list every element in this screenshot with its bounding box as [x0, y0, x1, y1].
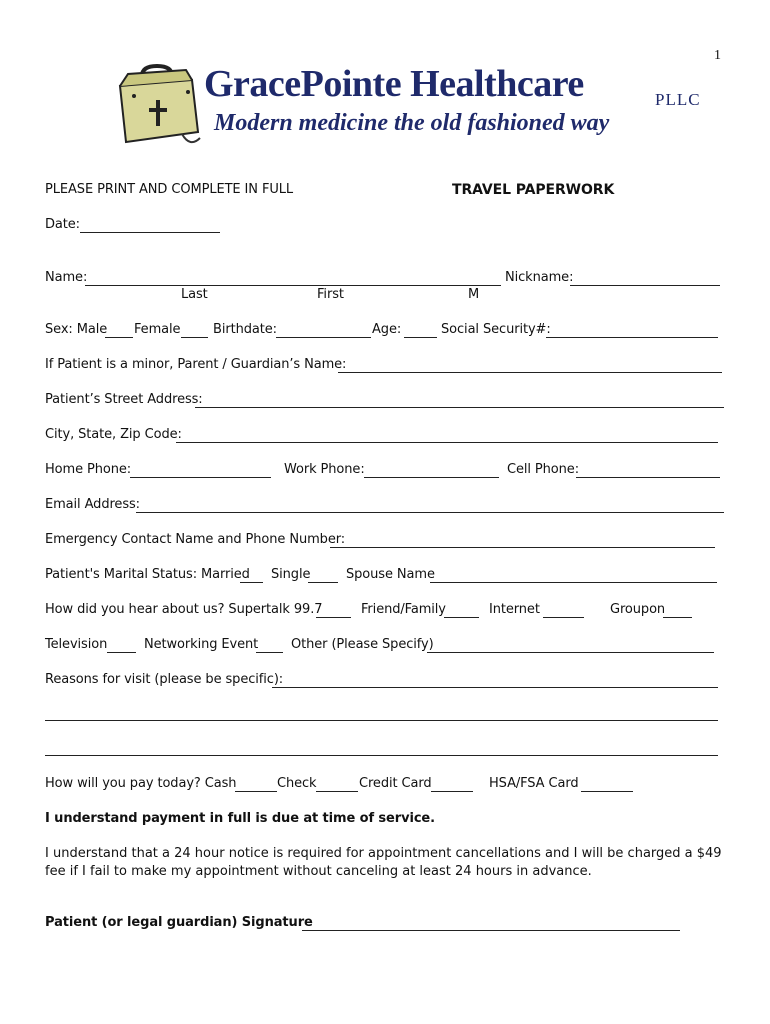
work-phone-field[interactable]	[364, 477, 499, 478]
female-label: Female	[134, 322, 181, 337]
supertalk-field[interactable]	[316, 617, 351, 618]
signature-field[interactable]	[302, 930, 680, 931]
female-field[interactable]	[181, 337, 208, 338]
reasons-field-line-2[interactable]	[45, 720, 718, 721]
ssn-field[interactable]	[546, 337, 718, 338]
payment-statement: I understand payment in full is due at time of service.	[45, 811, 435, 826]
networking-field[interactable]	[256, 652, 283, 653]
instruction-text: PLEASE PRINT AND COMPLETE IN FULL	[45, 182, 294, 197]
name-label: Name:	[45, 270, 88, 285]
single-field[interactable]	[308, 582, 338, 583]
page-number: 1	[714, 48, 721, 63]
emergency-label: Emergency Contact Name and Phone Number:	[45, 532, 346, 547]
check-label: Check	[277, 776, 317, 791]
logo-title: GracePointe Healthcare	[204, 63, 584, 105]
name-first-caption: First	[317, 287, 344, 302]
date-label: Date:	[45, 217, 80, 232]
city-label: City, State, Zip Code:	[45, 427, 182, 442]
nickname-label: Nickname:	[505, 270, 574, 285]
credit-field[interactable]	[431, 791, 473, 792]
cancellation-statement: I understand that a 24 hour notice is required for appointment cancellations and I will be charged a $49 fee if I fail to make my appointment without canceling at least 24 hours in advance.	[45, 846, 722, 879]
form-title: TRAVEL PAPERWORK	[452, 182, 615, 198]
networking-label: Networking Event	[144, 637, 259, 652]
friend-label: Friend/Family	[361, 602, 446, 617]
medical-bag-icon	[112, 62, 202, 152]
reasons-label: Reasons for visit (please be specific):	[45, 672, 284, 687]
cell-phone-field[interactable]	[576, 477, 720, 478]
hsa-label: HSA/FSA Card	[489, 776, 579, 791]
check-field[interactable]	[316, 791, 358, 792]
friend-field[interactable]	[444, 617, 479, 618]
signature-label: Patient (or legal guardian) Signature	[45, 915, 313, 930]
name-last-caption: Last	[181, 287, 208, 302]
street-field[interactable]	[195, 407, 724, 408]
groupon-field[interactable]	[663, 617, 692, 618]
referral-label: How did you hear about us? Supertalk 99.7	[45, 602, 323, 617]
internet-label: Internet	[489, 602, 540, 617]
sex-label: Sex: Male	[45, 322, 108, 337]
city-field[interactable]	[176, 442, 718, 443]
logo-suffix: PLLC	[655, 90, 701, 109]
married-field[interactable]	[240, 582, 263, 583]
home-phone-label: Home Phone:	[45, 462, 132, 477]
spouse-field[interactable]	[430, 582, 717, 583]
reasons-field[interactable]	[272, 687, 718, 688]
email-field[interactable]	[136, 512, 724, 513]
internet-field[interactable]	[543, 617, 584, 618]
groupon-label: Groupon	[610, 602, 666, 617]
hsa-field[interactable]	[581, 791, 633, 792]
emergency-field[interactable]	[330, 547, 715, 548]
guardian-field[interactable]	[338, 372, 722, 373]
television-label: Television	[45, 637, 108, 652]
logo-tagline: Modern medicine the old fashioned way	[214, 110, 610, 136]
nickname-field[interactable]	[570, 285, 720, 286]
home-phone-field[interactable]	[130, 477, 271, 478]
ssn-label: Social Security#:	[441, 322, 551, 337]
cell-phone-label: Cell Phone:	[507, 462, 579, 477]
guardian-label: If Patient is a minor, Parent / Guardian’s Name:	[45, 357, 347, 372]
birthdate-field[interactable]	[276, 337, 371, 338]
age-label: Age:	[372, 322, 402, 337]
name-middle-caption: M	[468, 287, 480, 302]
cash-field[interactable]	[235, 791, 277, 792]
credit-label: Credit Card	[359, 776, 432, 791]
single-label: Single	[271, 567, 311, 582]
street-label: Patient’s Street Address:	[45, 392, 203, 407]
other-field[interactable]	[427, 652, 714, 653]
television-field[interactable]	[107, 652, 136, 653]
spouse-label: Spouse Name	[346, 567, 435, 582]
male-field[interactable]	[105, 337, 133, 338]
email-label: Email Address:	[45, 497, 140, 512]
birthdate-label: Birthdate:	[213, 322, 277, 337]
age-field[interactable]	[404, 337, 437, 338]
date-field[interactable]	[80, 232, 220, 233]
pay-label: How will you pay today? Cash	[45, 776, 237, 791]
other-label: Other (Please Specify)	[291, 637, 434, 652]
marital-label: Patient's Marital Status: Married	[45, 567, 250, 582]
reasons-field-line-3[interactable]	[45, 755, 718, 756]
work-phone-label: Work Phone:	[284, 462, 365, 477]
name-field[interactable]	[85, 285, 501, 286]
